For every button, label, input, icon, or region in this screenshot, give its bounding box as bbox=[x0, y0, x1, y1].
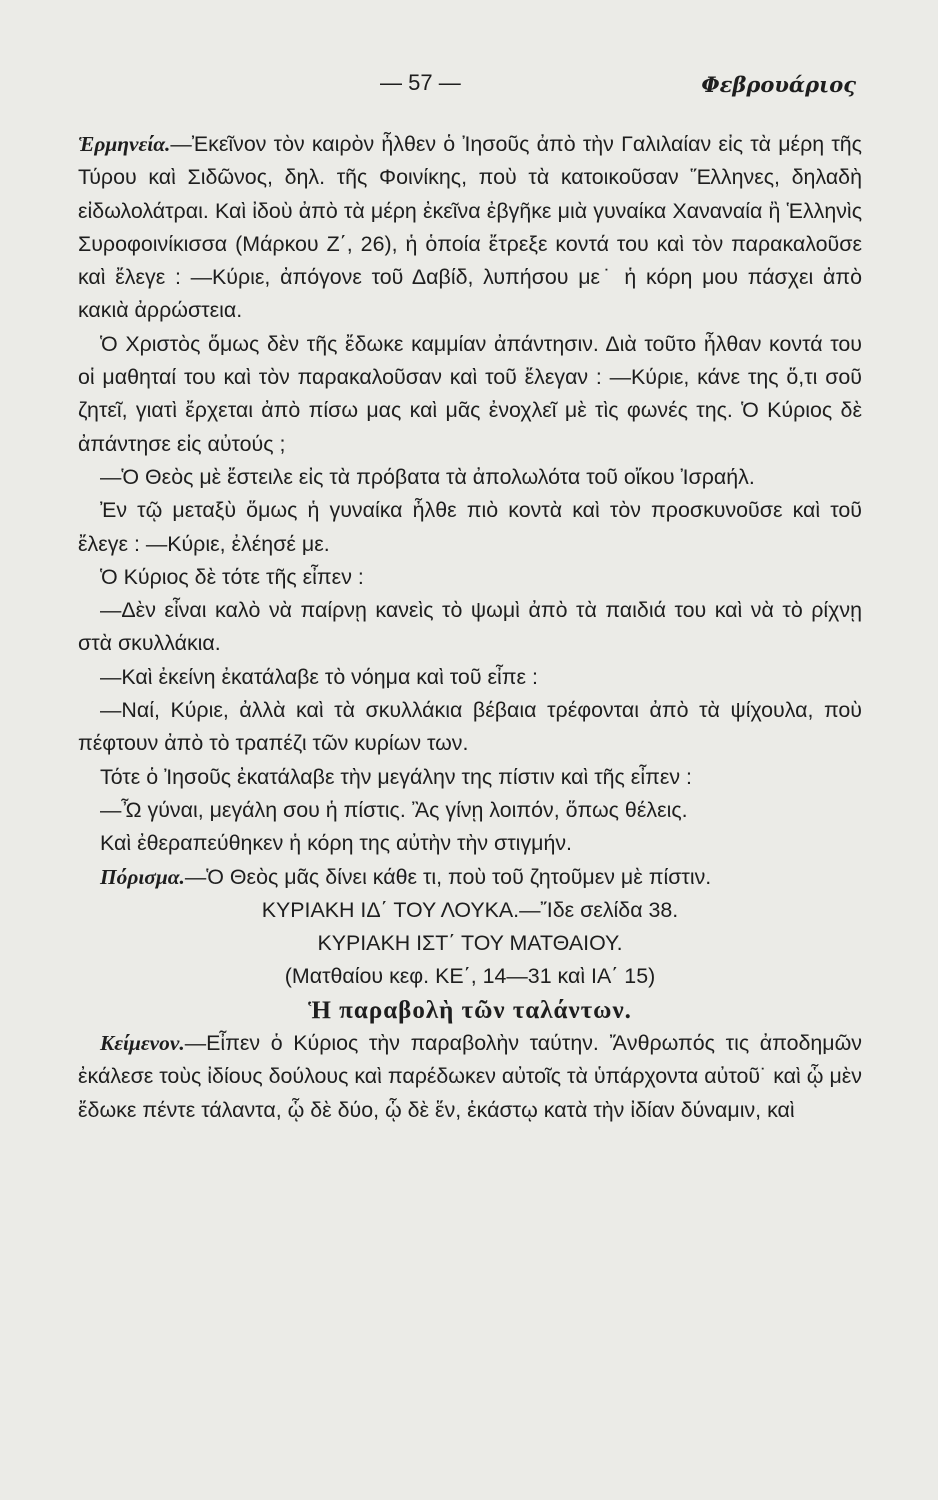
paragraph-text bbox=[78, 1027, 862, 1127]
conclusion-text: —Ὁ Θεὸς μᾶς δίνει κάθε τι, ποὺ τοῦ ζητοῦμεν μὲ πίστιν. bbox=[184, 864, 712, 889]
running-title: Φεβρουάριος bbox=[701, 72, 856, 97]
text-body: —Εἶπεν ὁ Κύριος τὴν παραβολὴν ταύτην. Ἄνθρωπός τις ἀποδημῶν ἐκάλεσε τοὺς ἰδίους δούλους καὶ παρέδωκεν αὐτοῖς τὰ ὑπάρχοντα αὐτοῦ˙ καὶ ᾧ μὲν ἔδωκε πέντε τάλαντα, ᾧ δὲ δύο, ᾧ δὲ ἕν, ἑκάστῳ κατὰ τὴν ἰδίαν δύναμιν, καὶ bbox=[78, 1031, 862, 1122]
paragraph: —Ὁ Θεὸς μὲ ἔστειλε εἰς τὰ πρόβατα τὰ ἀπολωλότα τοῦ οἴκου Ἰσραήλ. bbox=[100, 464, 755, 489]
page-body bbox=[78, 128, 862, 1127]
section-title: Ἡ παραβολὴ τῶν ταλάντων. bbox=[308, 996, 632, 1024]
interpretation-text: —Ἐκεῖνον τὸν καιρὸν ἦλθεν ὁ Ἰησοῦς ἀπὸ τὴν Γαλιλαίαν εἰς τὰ μέρη τῆς Τύρου καὶ Σιδῶνος, δηλ. τῆς Φοινίκης, ποὺ τὰ κατοικοῦσαν Ἕλληνες, δηλαδὴ εἰδωλολάτραι. Καὶ ἰδοὺ ἀπὸ τὰ μέρη ἐκεῖνα ἐβγῆκε μιὰ γυναίκα Χαναναία ἢ Ἑλληνὶς Συροφοινίκισσα (Μάρκου Ζ΄, 26), ἡ ὁποία ἔτρεξε κοντά του καὶ τὸν παρακαλοῦσε καὶ ἔλεγε : —Κύριε, ἀπόγονε τοῦ Δαβίδ, λυπήσου με˙ ἡ κόρη μου πάσχει ἀπὸ κακιὰ ἀρρώστεια. bbox=[78, 132, 862, 323]
paragraph: Τότε ὁ Ἰησοῦς ἐκατάλαβε τὴν μεγάλην της πίστιν καὶ τῆς εἶπεν : bbox=[100, 764, 692, 789]
label-text: Κείμενον. bbox=[100, 1031, 185, 1056]
reference-luke: ΚΥΡΙΑΚΗ ΙΔ΄ ΤΟΥ ΛΟΥΚΑ.—Ἴδε σελίδα 38. bbox=[261, 897, 679, 922]
paragraph-conclusion bbox=[78, 861, 862, 894]
label-conclusion: Πόρισμα. bbox=[100, 864, 185, 889]
paragraph-interpretation bbox=[78, 128, 862, 328]
label-interpretation: Ἑρμηνεία. bbox=[78, 132, 171, 156]
paragraph: Ὁ Χριστὸς ὅμως δὲν τῆς ἔδωκε καμμίαν ἀπάντησιν. Διὰ τοῦτο ἦλθαν κοντά του οἱ μαθηταί του καὶ τὸν παρακαλοῦσαν καὶ τοῦ ἔλεγαν : —Κύριε, κάνε της ὅ,τι σοῦ ζητεῖ, γιατὶ ἔρχεται ἀπὸ πίσω μας καὶ μᾶς ἐνοχλεῖ μὲ τὶς φωνές της. Ὁ Κύριος δὲ ἀπάντησε εἰς αὐτούς ; bbox=[78, 331, 862, 456]
sunday-heading: ΚΥΡΙΑΚΗ ΙΣΤ΄ ΤΟΥ ΜΑΤΘΑΙΟΥ. bbox=[317, 931, 623, 956]
paragraph: Καὶ ἐθεραπεύθηκεν ἡ κόρη της αὐτὴν τὴν στιγμήν. bbox=[100, 831, 572, 856]
paragraph: —Ὦ γύναι, μεγάλη σου ἡ πίστις. Ἂς γίνῃ λοιπόν, ὅπως θέλεις. bbox=[100, 797, 688, 822]
paragraph: —Καὶ ἐκείνη ἐκατάλαβε τὸ νόημα καὶ τοῦ εἶπε : bbox=[100, 664, 538, 689]
paragraph: —Ναί, Κύριε, ἀλλὰ καὶ τὰ σκυλλάκια βέβαια τρέφονται ἀπὸ τὰ ψίχουλα, ποὺ πέφτουν ἀπὸ τὸ τραπέζι τῶν κυρίων των. bbox=[78, 698, 862, 756]
paragraph: Ἐν τῷ μεταξὺ ὅμως ἡ γυναίκα ἦλθε πιὸ κοντὰ καὶ τὸν προσκυνοῦσε καὶ τοῦ ἔλεγε : —Κύριε, ἐλέησέ με. bbox=[78, 498, 862, 556]
scripture-reference: (Ματθαίου κεφ. ΚΕ΄, 14—31 καὶ ΙΑ΄ 15) bbox=[284, 964, 656, 989]
page-number: — 57 — bbox=[380, 70, 461, 95]
paragraph: Ὁ Κύριος δὲ τότε τῆς εἶπεν : bbox=[100, 564, 364, 589]
page-header bbox=[0, 70, 938, 106]
paragraph: —Δὲν εἶναι καλὸ νὰ παίρνῃ κανεὶς τὸ ψωμὶ ἀπὸ τὰ παιδιά του καὶ νὰ τὸ ρίχνῃ στὰ σκυλλάκια. bbox=[78, 598, 862, 656]
